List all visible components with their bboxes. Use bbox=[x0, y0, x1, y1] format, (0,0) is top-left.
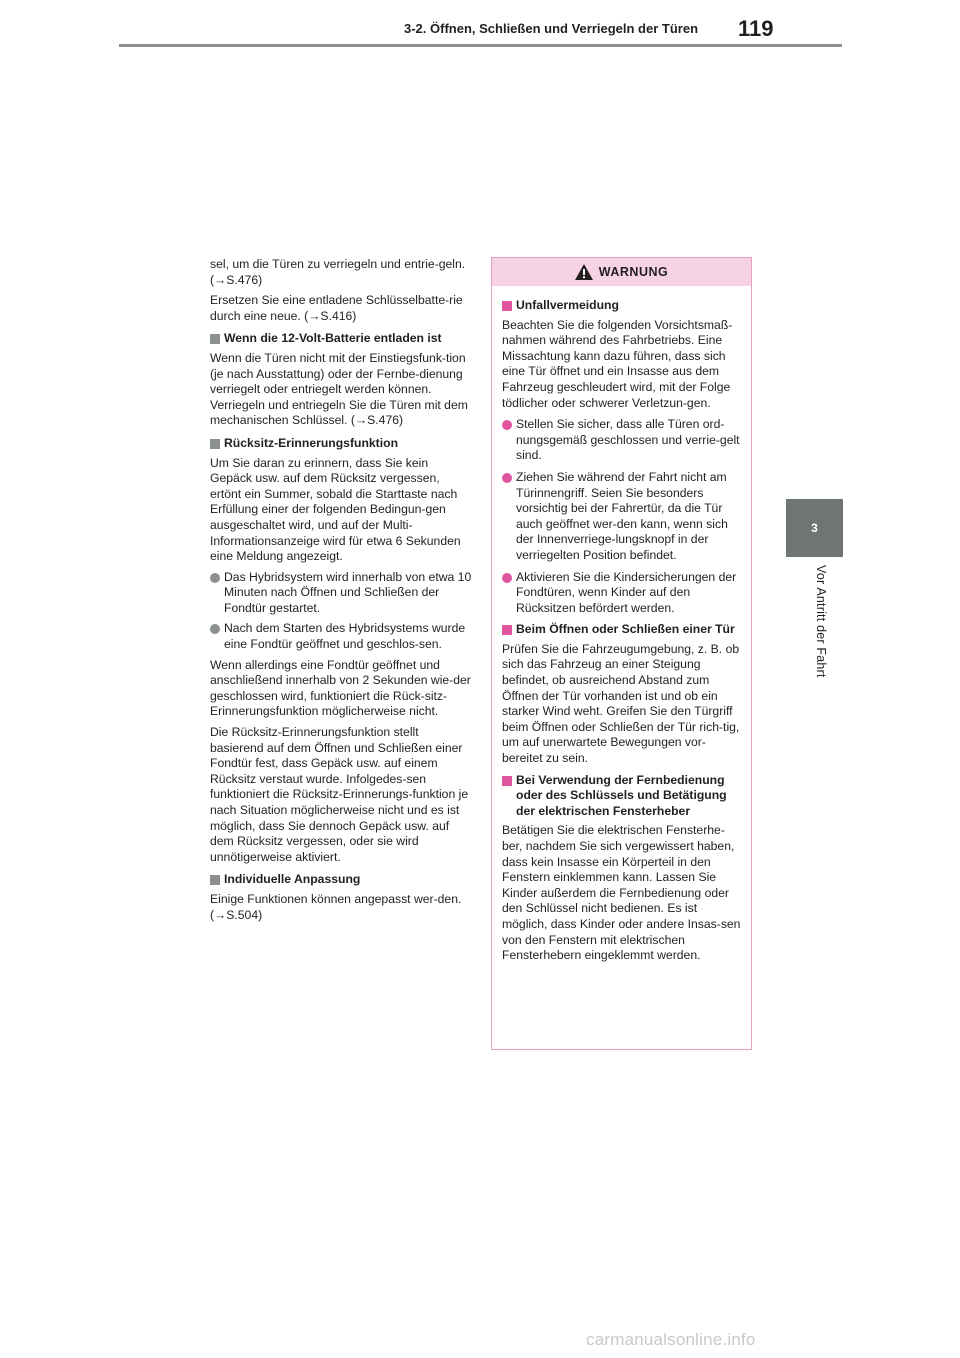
paragraph: Wenn allerdings eine Fondtür geöffnet und anschließend innerhalb von 2 Sekunden wie-der geschlossen wird, funktioniert die Rück-sitz-Erinnerungsfunktion möglicherweise nicht. bbox=[210, 657, 471, 719]
paragraph: Prüfen Sie die Fahrzeugumgebung, z. B. ob sich das Fahrzeug an einer Steigung befindet, ob ausreichend Abstand zum Öffnen der Tür vorhanden ist und ob ein starker Wind weht. Greifen Sie den Türgriff beim Öffnen oder Schließen der Tür rich-tig, um auf unerwartete Bewegungen vor-bereitet zu sein. bbox=[502, 641, 740, 766]
warning-box bbox=[491, 257, 752, 1050]
section-heading: Individuelle Anpassung bbox=[210, 872, 472, 888]
list-item: Das Hybridsystem wird innerhalb von etwa 10 Minuten nach Öffnen und Schließen der Fondtür gestartet. bbox=[210, 570, 472, 617]
square-bullet-icon bbox=[502, 625, 512, 635]
page-number: 119 bbox=[738, 16, 774, 41]
square-bullet-icon bbox=[210, 334, 220, 344]
paragraph: Die Rücksitz-Erinnerungsfunktion stellt basierend auf dem Öffnen und Schließen einer Fondtür fest, dass Gepäck usw. auf einem Rücksitz verstaut wurde. Infolgedes-sen funktioniert die Rücksitz-Erinnerungs-funktion je nach Situation möglicherweise nicht und es ist möglich, dass Sie dennoch Gepäck usw. auf dem Rücksitz vergessen, oder sie wird unnötigerweise aktiviert. bbox=[210, 725, 469, 864]
circle-bullet-icon bbox=[502, 573, 512, 583]
chapter-number: 3 bbox=[811, 521, 818, 535]
paragraph: Um Sie daran zu erinnern, dass Sie kein Gepäck usw. auf dem Rücksitz vergessen, ertönt ein Summer, sobald die Starttaste nach Erfüllung einer der folgenden Bedingun-gen ausgeschaltet wird, und auf der Multi-Informationsanzeige wird für etwa 6 Sekunden eine Meldung angezeigt. bbox=[210, 455, 461, 564]
paragraph: Wenn die Türen nicht mit der Einstiegsfunk-tion (je nach Ausstattung) oder der Fernbe-dienung verriegelt oder entriegelt werden können. Verriegeln und entriegeln Sie die Türen mit dem mechanischen Schlüssel. (→S.476) bbox=[210, 350, 468, 428]
paragraph: Einige Funktionen können angepasst wer-den. (→S.504) bbox=[210, 891, 462, 922]
section-heading: Wenn die 12-Volt-Batterie entladen ist bbox=[210, 331, 472, 347]
square-bullet-icon bbox=[210, 875, 220, 885]
warning-heading: Unfallvermeidung bbox=[502, 298, 741, 314]
circle-bullet-icon bbox=[502, 420, 512, 430]
warning-title: WARNUNG bbox=[598, 265, 669, 279]
left-column bbox=[210, 257, 472, 928]
list-item: Nach dem Starten des Hybridsystems wurde eine Fondtür geöffnet und geschlos-sen. bbox=[210, 621, 472, 652]
circle-bullet-icon bbox=[210, 624, 220, 634]
warning-triangle-icon bbox=[575, 264, 593, 280]
paragraph: Betätigen Sie die elektrischen Fensterhe-ber, nachdem Sie sich vergewissert haben, dass kein Insasse ein Körperteil in den Fenstern einklemmen kann. Lassen Sie Kinder außerdem die Fernbedienung oder den Schlüssel nicht bedienen. Es ist möglich, dass Kinder oder andere Insas-sen von den Fenstern mit elektrischen Fensterhebern eingeklemmt werden. bbox=[502, 823, 741, 963]
warning-body bbox=[492, 286, 751, 964]
circle-bullet-icon bbox=[502, 473, 512, 483]
paragraph: sel, um die Türen zu verriegeln und entrie-geln. (→S.476) bbox=[210, 257, 466, 287]
list-item: Stellen Sie sicher, dass alle Türen ord-nungsgemäß geschlossen und verrie-gelt sind. bbox=[502, 417, 741, 464]
warning-header bbox=[492, 258, 751, 286]
list-item: Aktivieren Sie die Kindersicherungen der Fondtüren, wenn Kinder auf den Rücksitzen befördert werden. bbox=[502, 570, 741, 617]
paragraph: Ersetzen Sie eine entladene Schlüsselbatte-rie durch eine neue. (→S.416) bbox=[210, 293, 463, 323]
list-item: Ziehen Sie während der Fahrt nicht am Türinnengriff. Seien Sie besonders vorsichtig bei der Fahrertür, da die Tür auch geöffnet wer-den kann, wenn sich der Innenverriege-lungsknopf in der verriegelten Position befindet. bbox=[502, 470, 741, 564]
footer-watermark: carmanualsonline.info bbox=[586, 1330, 756, 1349]
circle-bullet-icon bbox=[210, 573, 220, 583]
warning-heading: Beim Öffnen oder Schließen einer Tür bbox=[502, 622, 741, 638]
square-bullet-icon bbox=[502, 301, 512, 311]
warning-heading: Bei Verwendung der Fernbedienung oder des Schlüssels und Betätigung der elektrischen Fensterheber bbox=[502, 773, 741, 820]
chapter-label: Vor Antritt der Fahrt bbox=[814, 565, 828, 678]
square-bullet-icon bbox=[502, 776, 512, 786]
chapter-tab bbox=[786, 499, 843, 557]
section-title: 3-2. Öffnen, Schließen und Verriegeln der Türen bbox=[404, 21, 699, 36]
paragraph: Beachten Sie die folgenden Vorsichtsmaß-nahmen während des Fahrbetriebs. Eine Missachtung kann dazu führen, dass sich eine Tür öffnet und ein Insasse aus dem Fahrzeug geschleudert wird, mit der Folge tödlicher oder schwerer Verletzun-gen. bbox=[502, 317, 733, 410]
section-heading: Rücksitz-Erinnerungsfunktion bbox=[210, 436, 472, 452]
header-rule bbox=[119, 44, 842, 47]
square-bullet-icon bbox=[210, 439, 220, 449]
